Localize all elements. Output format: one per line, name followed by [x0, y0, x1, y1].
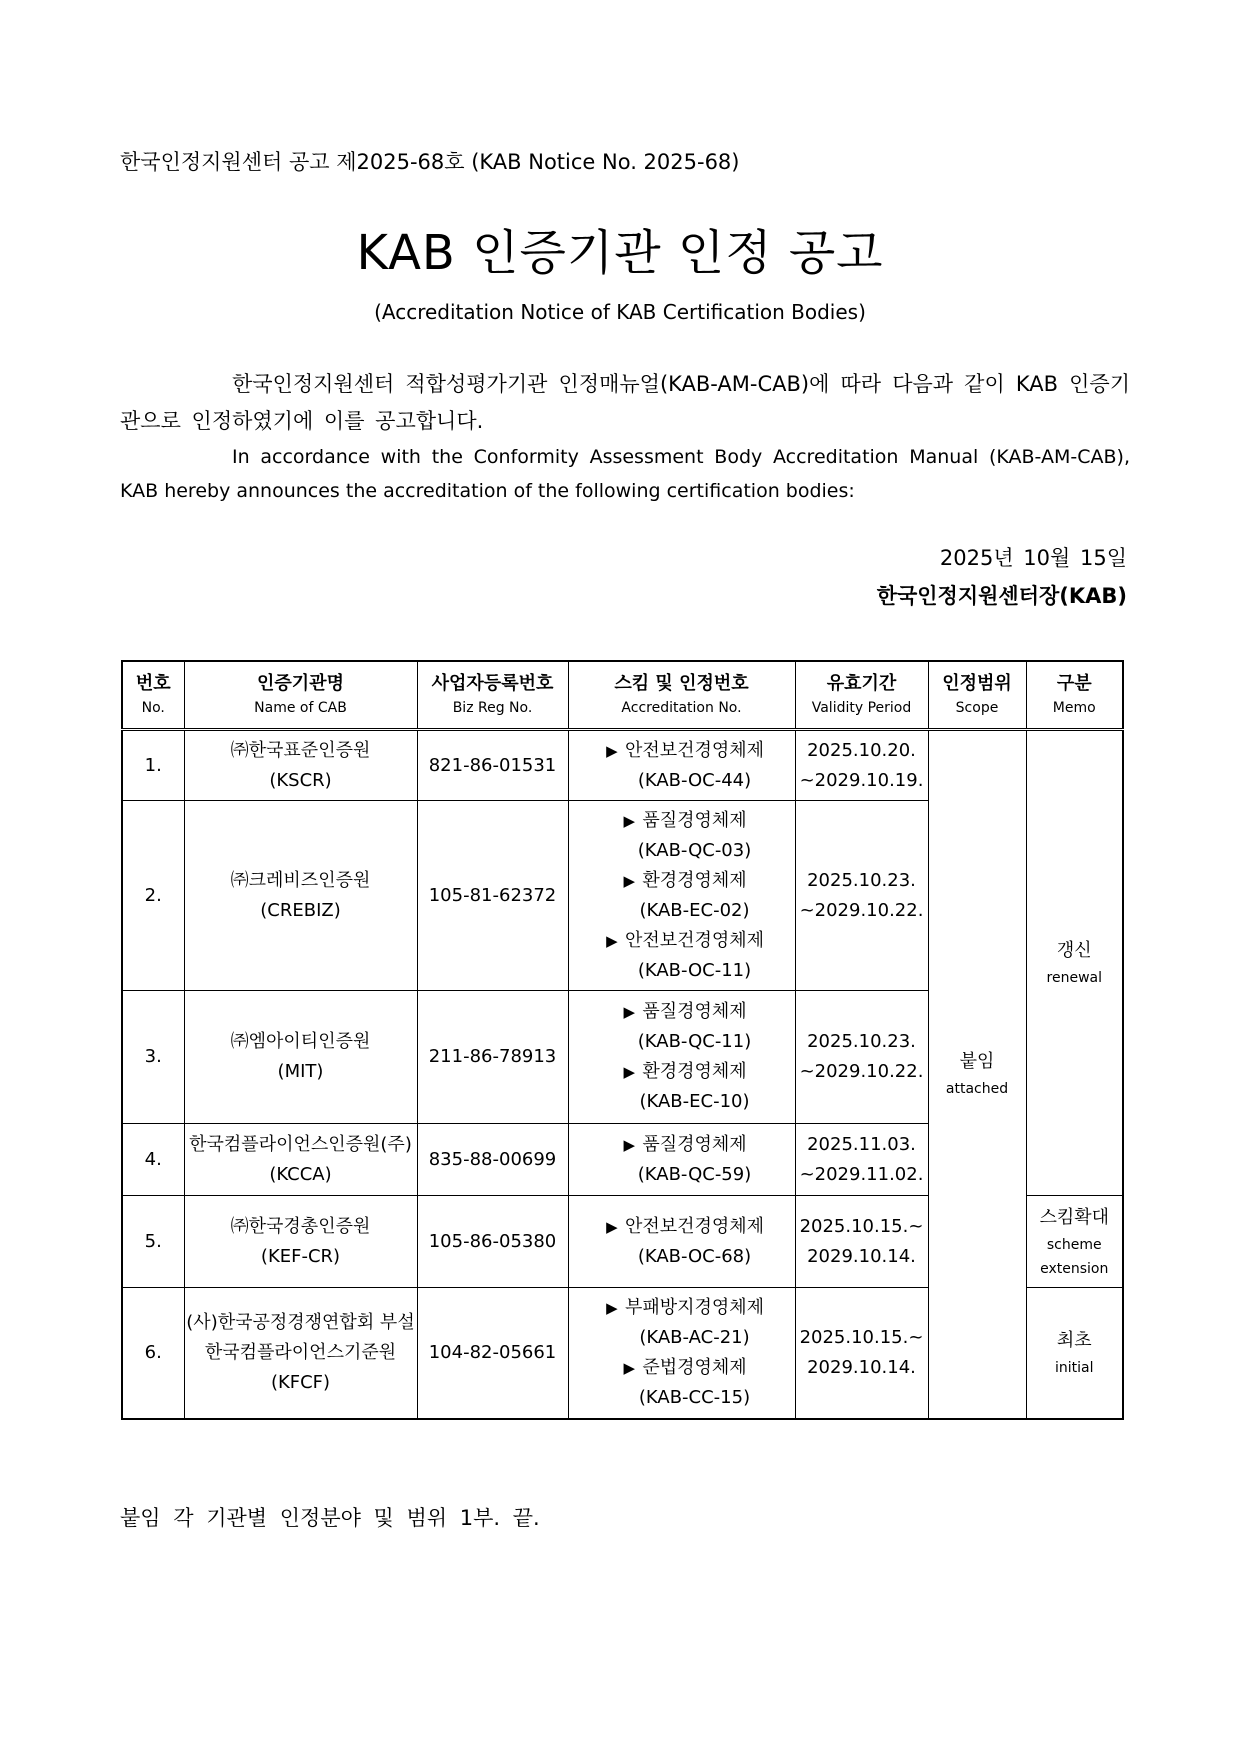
cab-name: ㈜엠아이티인증원 (MIT) — [184, 991, 417, 1124]
triangle-bullet-icon: ▶ — [623, 811, 636, 830]
triangle-bullet-icon: ▶ — [606, 741, 618, 760]
validity-period: 2025.10.15.~ 2029.10.14. — [795, 1196, 928, 1288]
header-accreditation: 스킴 및 인정번호 Accreditation No. — [568, 661, 795, 730]
triangle-bullet-icon: ▶ — [623, 1063, 636, 1081]
header-name: 인증기관명 Name of CAB — [184, 661, 417, 730]
table-row — [122, 730, 1123, 801]
triangle-bullet-icon: ▶ — [623, 1358, 636, 1377]
header-biz: 사업자등록번호 Biz Reg No. — [417, 661, 568, 730]
cab-name: ㈜크레비즈인증원 (CREBIZ) — [184, 801, 417, 991]
cab-name: ㈜한국표준인증원 (KSCR) — [184, 730, 417, 801]
cab-table — [121, 660, 1124, 1420]
biz-reg-no: 105-81-62372 — [417, 801, 568, 991]
biz-reg-no: 835-88-00699 — [417, 1124, 568, 1196]
validity-period: 2025.10.15.~ 2029.10.14. — [795, 1288, 928, 1419]
accreditation-list: ▶ 부패방지경영체제 (KAB-AC-21) ▶ 준법경영체제 (KAB-CC-15) — [568, 1288, 795, 1419]
biz-reg-no: 104-82-05661 — [417, 1288, 568, 1419]
document-title: KAB 인증기관 인정 공고 — [356, 225, 884, 281]
row-number: 1. — [122, 730, 184, 801]
memo-renewal: 갱신 renewal — [1026, 730, 1123, 1196]
body-english: In accordance with the Conformity Assessment Body Accreditation Manual (KAB-AM-CAB), KAB hereby announces the accreditation of the following certification bodies: — [120, 446, 1130, 502]
scope-cell: 붙임 attached — [928, 730, 1026, 1419]
table-header-row — [122, 661, 1123, 730]
header-no: 번호 No. — [122, 661, 184, 730]
memo-initial: 최초 initial — [1026, 1288, 1123, 1419]
triangle-bullet-icon: ▶ — [623, 871, 636, 890]
cab-name: (사)한국공정경쟁연합회 부설 한국컴플라이언스기준원 (KFCF) — [184, 1288, 417, 1419]
notice-number: 한국인정지원센터 공고 제2025-68호 (KAB Notice No. 2025-68) — [120, 150, 740, 174]
biz-reg-no: 105-86-05380 — [417, 1196, 568, 1288]
row-number: 6. — [122, 1288, 184, 1419]
triangle-bullet-icon: ▶ — [606, 1298, 618, 1317]
document-subtitle: (Accreditation Notice of KAB Certification Bodies) — [374, 300, 866, 324]
header-validity: 유효기간 Validity Period — [795, 661, 928, 730]
memo-extension: 스킴확대 scheme extension — [1026, 1196, 1123, 1288]
accreditation-list: ▶ 안전보건경영체제 (KAB-OC-44) — [568, 730, 795, 801]
notice-date: 2025년 10월 15일 — [939, 546, 1127, 570]
triangle-bullet-icon: ▶ — [623, 1003, 636, 1021]
validity-period: 2025.10.23. ~2029.10.22. — [795, 801, 928, 991]
accreditation-list: ▶ 안전보건경영체제 (KAB-OC-68) — [568, 1196, 795, 1288]
triangle-bullet-icon: ▶ — [623, 1135, 636, 1154]
body-korean: 한국인정지원센터 적합성평가기관 인정매뉴얼(KAB-AM-CAB)에 따라 다음과 같이 KAB 인증기관으로 인정하였기에 이를 공고합니다. — [120, 372, 1130, 433]
header-memo: 구분 Memo — [1026, 661, 1123, 730]
cab-name: 한국컴플라이언스인증원(주) (KCCA) — [184, 1124, 417, 1196]
biz-reg-no: 211-86-78913 — [417, 991, 568, 1124]
validity-period: 2025.10.23. ~2029.10.22. — [795, 991, 928, 1124]
accreditation-list: ▶ 품질경영체제 (KAB-QC-59) — [568, 1124, 795, 1196]
row-number: 4. — [122, 1124, 184, 1196]
validity-period: 2025.11.03. ~2029.11.02. — [795, 1124, 928, 1196]
header-scope: 인정범위 Scope — [928, 661, 1026, 730]
row-number: 5. — [122, 1196, 184, 1288]
accreditation-list: ▶ 품질경영체제 (KAB-QC-11) ▶ 환경경영체제 (KAB-EC-10) — [568, 991, 795, 1124]
attachment-note: 붙임 각 기관별 인정분야 및 범위 1부. 끝. — [120, 1506, 540, 1530]
row-number: 3. — [122, 991, 184, 1124]
triangle-bullet-icon: ▶ — [606, 1217, 618, 1236]
row-number: 2. — [122, 801, 184, 991]
cab-name: ㈜한국경총인증원 (KEF-CR) — [184, 1196, 417, 1288]
issuer: 한국인정지원센터장(KAB) — [876, 584, 1127, 608]
biz-reg-no: 821-86-01531 — [417, 730, 568, 801]
validity-period: 2025.10.20. ~2029.10.19. — [795, 730, 928, 801]
accreditation-list: ▶ 품질경영체제 (KAB-QC-03) ▶ 환경경영체제 (KAB-EC-02) ▶ 안전보건경영체제 (KAB-OC-11) — [568, 801, 795, 991]
triangle-bullet-icon: ▶ — [606, 931, 618, 950]
